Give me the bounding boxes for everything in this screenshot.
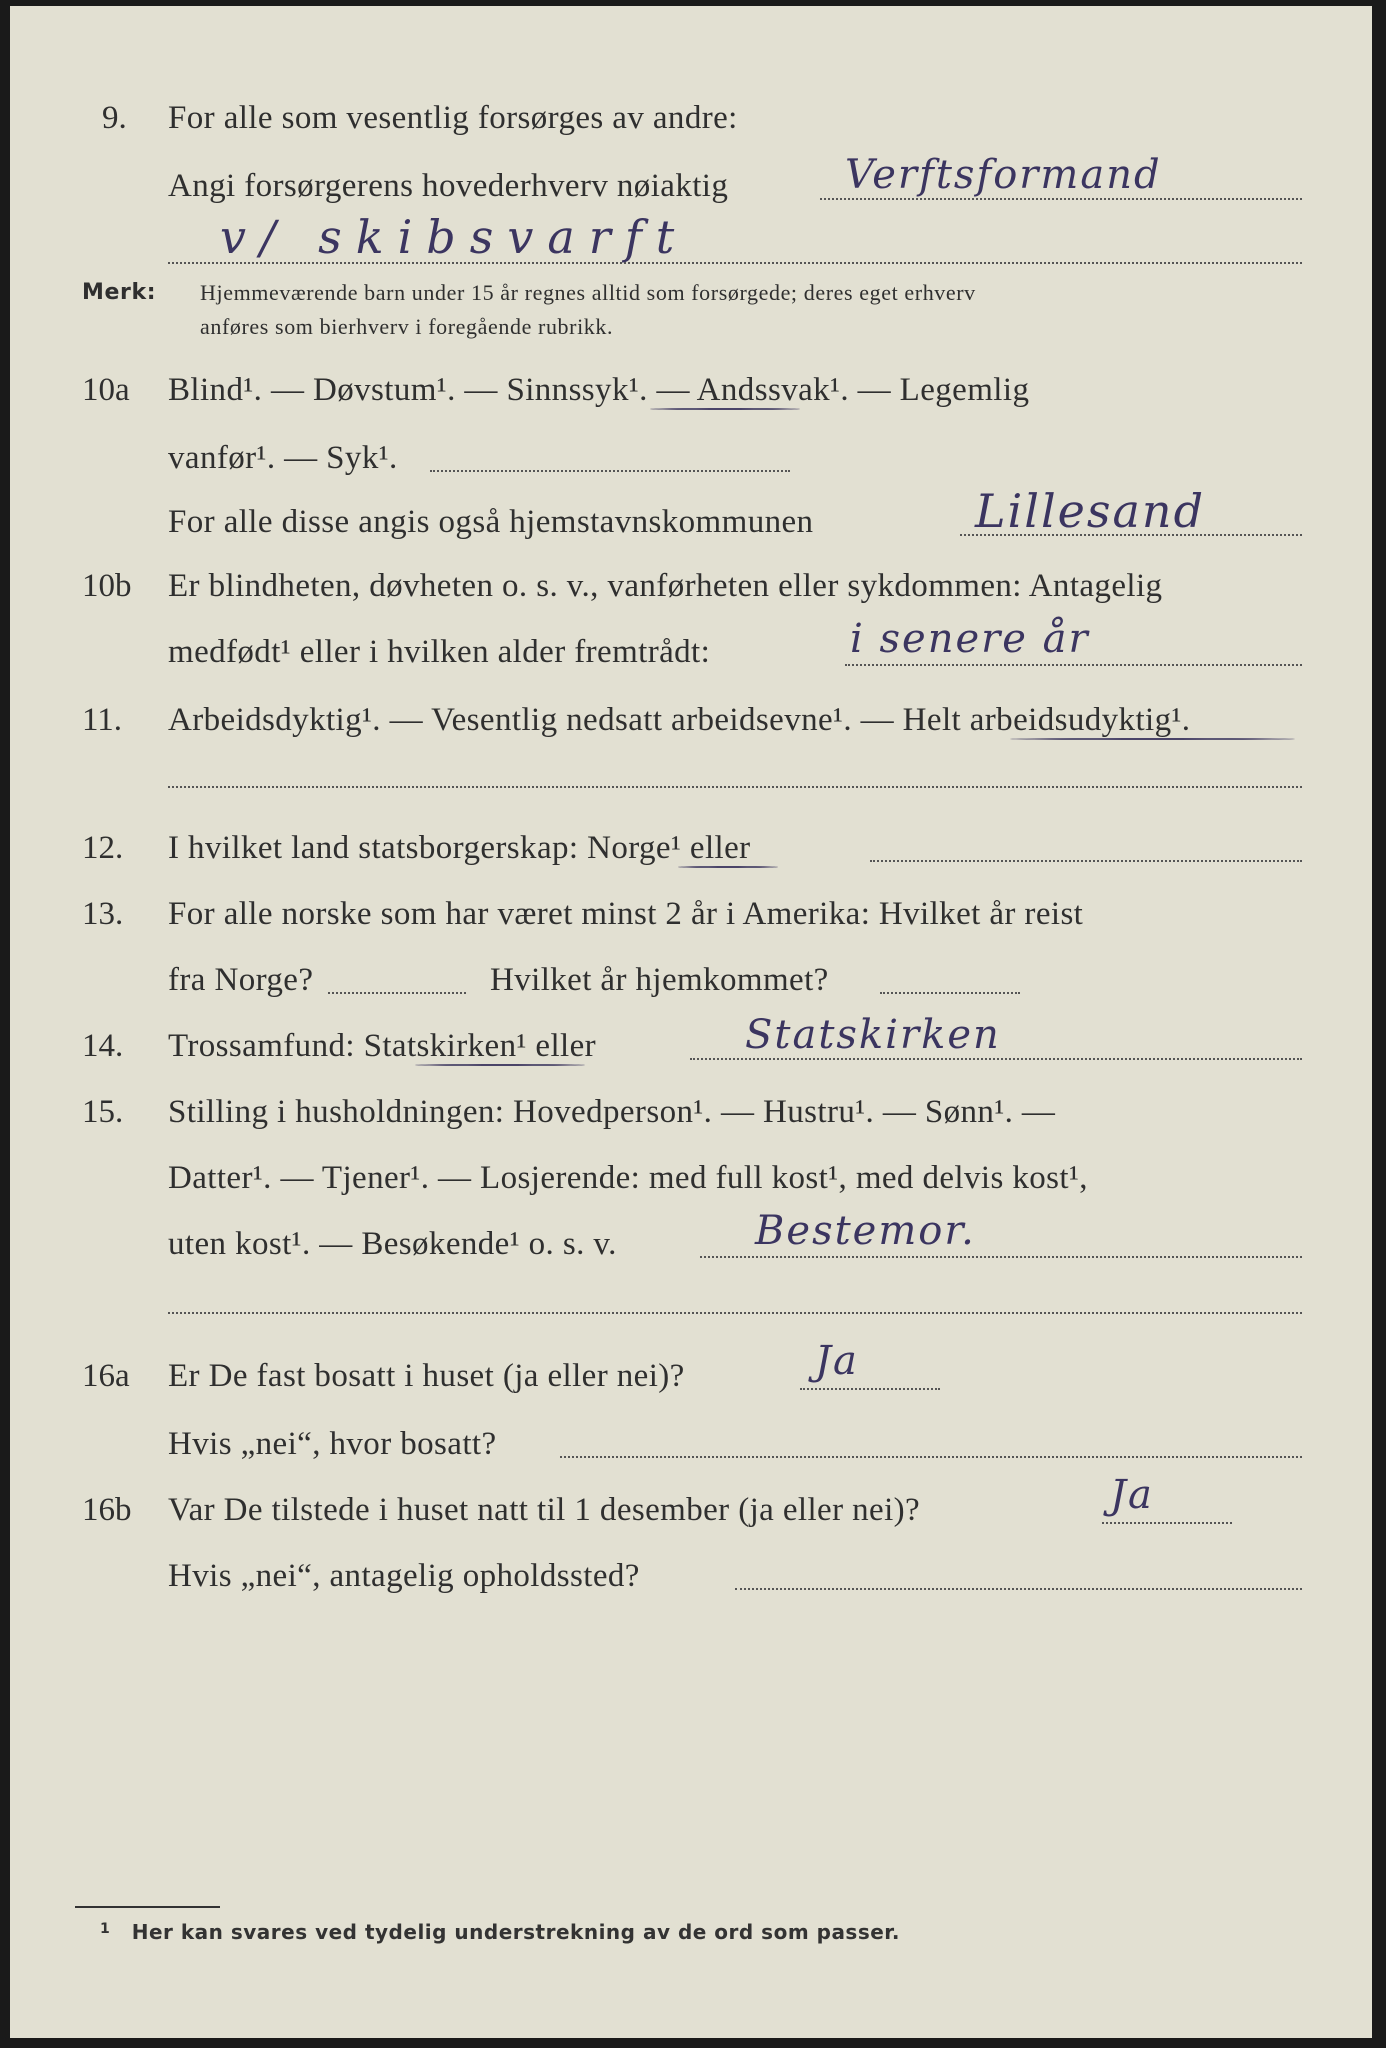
q10b-line2: medfødt¹ eller i hvilken alder fremtrådt: bbox=[168, 634, 711, 670]
q15-handwritten-answer: Bestemor. bbox=[755, 1208, 976, 1254]
q10a-handwritten-answer: Lillesand bbox=[975, 484, 1206, 538]
q9-line2: Angi forsørgerens hovederhverv nøiaktig bbox=[168, 168, 729, 204]
q9-handwritten-answer2: v/ skibsvarft bbox=[220, 210, 689, 264]
q12-underline-norge bbox=[678, 866, 778, 868]
q16b-opholdssted-rule bbox=[735, 1588, 1302, 1590]
q16a-bosatt-rule bbox=[560, 1456, 1302, 1458]
q12-number: 12. bbox=[82, 830, 124, 866]
q10b-handwritten-answer: i senere år bbox=[850, 616, 1090, 662]
footnote-mark: 1 bbox=[100, 1921, 111, 1937]
merk-line1: Hjemmeværende barn under 15 år regnes alltid som forsørgede; deres eget erhverv bbox=[200, 280, 976, 305]
merk-label: Merk: bbox=[82, 280, 157, 305]
q11-rule2 bbox=[168, 786, 1302, 788]
q10b-number: 10b bbox=[82, 568, 132, 604]
q10a-line2: vanfør¹. — Syk¹. bbox=[168, 440, 398, 476]
q10a-underline-sinnssyk bbox=[650, 408, 800, 410]
q15-line3: uten kost¹. — Besøkende¹ o. s. v. bbox=[168, 1226, 617, 1262]
q15-line1: Stilling i husholdningen: Hovedperson¹. — Hustru¹. — Sønn¹. — bbox=[168, 1094, 1056, 1130]
q16a-answer-rule bbox=[800, 1388, 940, 1390]
q15-line2: Datter¹. — Tjener¹. — Losjerende: med full kost¹, med delvis kost¹, bbox=[168, 1160, 1088, 1196]
q14-answer-rule bbox=[690, 1058, 1302, 1060]
q11-line1: Arbeidsdyktig¹. — Vesentlig nedsatt arbeidsevne¹. — Helt arbeidsudyktig¹. bbox=[168, 702, 1191, 738]
q16a-number: 16a bbox=[82, 1358, 130, 1394]
q13-line1: For alle norske som har været minst 2 år i Amerika: Hvilket år reist bbox=[168, 896, 1084, 932]
q11-number: 11. bbox=[82, 702, 123, 738]
q10b-line1: Er blindheten, døvheten o. s. v., vanførheten eller sykdommen: Antagelig bbox=[168, 568, 1163, 604]
q10a-number: 10a bbox=[82, 372, 130, 408]
q15-rule2 bbox=[168, 1312, 1302, 1314]
q10a-rule2 bbox=[430, 470, 790, 472]
q11-underline-helt-arbeidsudyktig bbox=[1010, 738, 1295, 740]
q16b-answer-rule bbox=[1102, 1522, 1232, 1524]
merk-line2: anføres som bierhverv i foregående rubrikk. bbox=[200, 314, 614, 339]
q13-hjemkommet-rule bbox=[880, 992, 1020, 994]
q14-number: 14. bbox=[82, 1028, 124, 1064]
footnote-rule bbox=[75, 1906, 220, 1908]
q13-reist-rule bbox=[328, 992, 466, 994]
q16b-line1: Var De tilstede i huset natt til 1 desember (ja eller nei)? bbox=[168, 1492, 921, 1528]
q10a-line1: Blind¹. — Døvstum¹. — Sinnssyk¹. — Andssvak¹. — Legemlig bbox=[168, 372, 1030, 408]
q12-line1: I hvilket land statsborgerskap: Norge¹ eller bbox=[168, 830, 751, 866]
q16b-line2: Hvis „nei“, antagelig opholdssted? bbox=[168, 1558, 640, 1594]
q16b-number: 16b bbox=[82, 1492, 132, 1528]
q12-answer-rule bbox=[870, 860, 1302, 862]
q9-handwritten-answer1: Verftsformand bbox=[845, 152, 1162, 198]
q16a-line2: Hvis „nei“, hvor bosatt? bbox=[168, 1426, 497, 1462]
q15-answer-rule bbox=[700, 1256, 1302, 1258]
footnote-text: Her kan svares ved tydelig understrekning av de ord som passer. bbox=[131, 1920, 900, 1944]
q9-number: 9. bbox=[102, 100, 127, 136]
q10a-line3: For alle disse angis også hjemstavnskommunen bbox=[168, 504, 814, 540]
footnote bbox=[100, 1920, 900, 1944]
q9-line1: For alle som vesentlig forsørges av andre: bbox=[168, 100, 738, 136]
q14-underline-statskirken bbox=[415, 1064, 585, 1066]
q13-line2: fra Norge? bbox=[168, 962, 314, 998]
census-form-page bbox=[10, 6, 1372, 2038]
q16a-line1: Er De fast bosatt i huset (ja eller nei)? bbox=[168, 1358, 685, 1394]
q15-number: 15. bbox=[82, 1094, 124, 1130]
q14-line1: Trossamfund: Statskirken¹ eller bbox=[168, 1028, 597, 1064]
q10b-answer-rule bbox=[845, 664, 1302, 666]
q14-handwritten-answer: Statskirken bbox=[745, 1012, 1001, 1058]
q16b-handwritten-answer: Ja bbox=[1110, 1472, 1154, 1518]
q9-answer-rule1 bbox=[820, 198, 1302, 200]
q16a-handwritten-answer: Ja bbox=[815, 1338, 859, 1384]
q13-line2b: Hvilket år hjemkommet? bbox=[490, 962, 829, 998]
q13-number: 13. bbox=[82, 896, 124, 932]
